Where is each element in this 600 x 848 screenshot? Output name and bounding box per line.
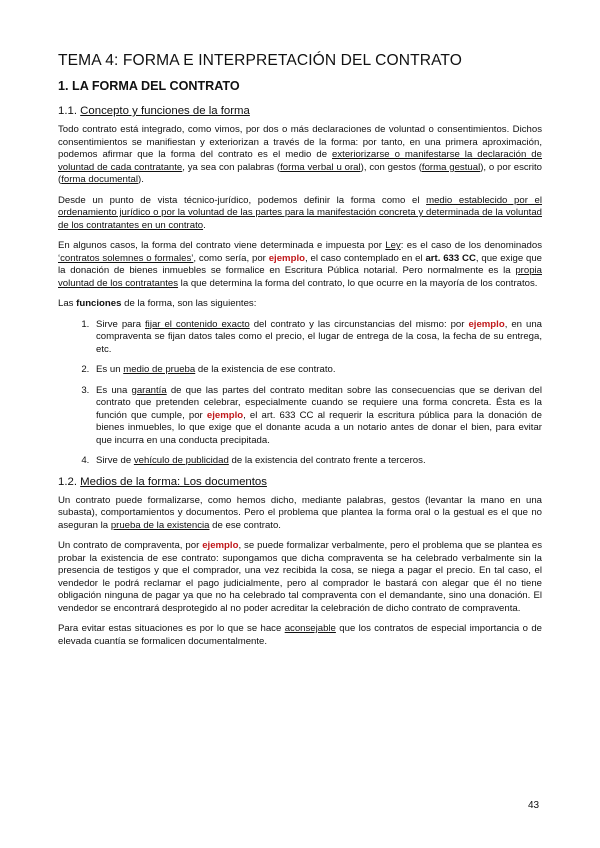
example-highlight: ejemplo xyxy=(202,540,239,551)
underlined-text: propia voluntad de los contratantes xyxy=(58,265,542,289)
text-run: de la forma, son las siguientes: xyxy=(121,298,257,309)
underlined-text: fijar el contenido exacto xyxy=(145,318,250,330)
underlined-text: prueba de la existencia xyxy=(110,519,210,531)
text-run: Es un xyxy=(96,364,124,375)
example-highlight: ejemplo xyxy=(268,252,305,264)
underlined-text: forma gestual xyxy=(421,161,481,173)
bold-text: funciones xyxy=(76,298,122,309)
text-run: de la existencia de ese contrato. xyxy=(195,364,336,375)
underlined-text: medio establecido por el ordenamiento jurídico o por la voluntad de las partes para la manifestación concreta y determinada de la voluntad de los contratantes en un contrato xyxy=(58,194,542,231)
document-page xyxy=(58,52,542,656)
subsection-number: 1.1. xyxy=(58,105,77,117)
text-run: Un contrato puede formalizarse, como hemos dicho, mediante palabras, gestos (levantar la mano en una subasta), comportamientos y documentos. Pero el problema que plantea la forma oral o la gestual es el que no aseguran la xyxy=(58,494,542,531)
text-run: , ya sea con palabras ( xyxy=(182,161,281,173)
text-run: , como sería, por xyxy=(193,252,269,264)
subsection-heading xyxy=(58,476,542,488)
text-run: de la existencia del contrato frente a terceros. xyxy=(228,455,426,466)
chapter-title: TEMA 4: FORMA E INTERPRETACIÓN DEL CONTRATO xyxy=(58,52,463,69)
paragraph xyxy=(58,495,542,533)
list-item xyxy=(92,364,542,377)
subsection-number: 1.2. xyxy=(58,475,77,488)
paragraph xyxy=(58,195,542,233)
text-run: , se puede formalizar verbalmente, pero el problema que se plantea es probar la existencia de ese contrato: supongamos que dicha compraventa se ha celebrado verbalmente sin la presencia de testigos y que el comprador, una vez recibida la cosa, se niega a pagar el precio. En tal caso, el vendedor le podrá reclamar el pago judicialmente, pero al comprador le bastará con alegar que él no tiene obligación ninguna de pagar ya que no ha celebrado tal compraventa con el demandante, sino una donación. El vendedor se encontrará desprotegido al no poder acreditar la celebración de dicho contrato de compraventa. xyxy=(58,540,543,614)
text-run: , que exige que la donación de bienes inmuebles se formalice en Escritura Pública notarial. Pero normalmente es la xyxy=(58,252,542,276)
paragraph xyxy=(58,298,542,311)
text-run: ), con gestos ( xyxy=(360,161,422,173)
underlined-text: aconsejable xyxy=(284,623,336,634)
underlined-text: forma verbal u oral xyxy=(280,161,361,173)
page-number: 43 xyxy=(528,800,540,811)
subsection-title: Medios de la forma: Los documentos xyxy=(80,475,267,488)
underlined-text: forma documental xyxy=(61,174,138,185)
text-run: Sirve para xyxy=(96,318,146,330)
text-run: Para evitar estas situaciones es por lo que se hace xyxy=(58,623,285,634)
text-run: Desde un punto de vista técnico-jurídico, podemos definir la forma como el xyxy=(58,194,427,206)
text-run: la que determina la forma del contrato, lo que ocurre en la mayoría de los contratos. xyxy=(178,277,538,289)
section-heading: 1. LA FORMA DEL CONTRATO xyxy=(58,79,240,93)
text-run: Es una xyxy=(96,384,132,396)
text-run: , en una compraventa se fijan datos tales como el precio, el lugar de entrega de la cosa, la fecha de su entrega, etc. xyxy=(96,318,542,355)
underlined-text: Ley xyxy=(385,240,401,251)
bold-text: art. 633 CC xyxy=(425,252,476,264)
paragraph xyxy=(58,124,542,187)
text-run: . xyxy=(203,219,206,231)
text-run: de ese contrato. xyxy=(209,519,281,531)
underlined-text: vehículo de publicidad xyxy=(133,455,229,466)
list-item xyxy=(92,455,542,468)
text-run: del contrato y las circunstancias del mismo: por xyxy=(249,318,469,330)
example-highlight: ejemplo xyxy=(468,318,505,330)
paragraph xyxy=(58,240,542,290)
underlined-text: medio de prueba xyxy=(123,364,196,375)
list-item xyxy=(92,385,542,448)
underlined-text: garantía xyxy=(131,384,167,396)
functions-list xyxy=(58,319,542,468)
text-run: Un contrato de compraventa, por xyxy=(58,540,203,551)
text-run: Las xyxy=(58,298,77,309)
underlined-text: exteriorizarse o manifestarse la declaración de voluntad de cada contratante xyxy=(58,149,542,173)
text-run: , el caso contemplado en el xyxy=(304,252,426,264)
paragraph xyxy=(58,540,542,615)
text-run: ). xyxy=(138,174,144,185)
text-run: Sirve de xyxy=(96,455,134,466)
text-run: de que las partes del contrato meditan sobre las consecuencias que se derivan del contrato que pretenden celebrar, especialmente cuando se requiere una forma concreta. Ésta es la función que cumple, por xyxy=(96,384,542,421)
underlined-text: ‘contratos solemnes o formales’ xyxy=(58,252,194,264)
text-run: En algunos casos, la forma del contrato viene determinada e impuesta por xyxy=(58,240,386,251)
paragraph xyxy=(58,623,542,648)
text-run: ), o por escrito ( xyxy=(58,161,543,185)
example-highlight: ejemplo xyxy=(206,409,244,421)
text-run: : es el caso de los denominados xyxy=(400,240,542,251)
list-item xyxy=(92,319,542,357)
subsection-title: Concepto y funciones de la forma xyxy=(80,105,250,117)
text-run: Todo contrato está integrado, como vimos, por dos o más declaraciones de voluntad o consentimientos. Dichos consentimientos se manifiestan y exteriorizan a través de la forma: por tanto, en una primera aproximación, podemos afirmar que la forma del contrato es el medio de xyxy=(58,124,542,160)
subsection-heading xyxy=(58,105,542,117)
text-run: que los contratos de especial importancia o de elevada cuantía se formalicen documentalmente. xyxy=(58,623,542,647)
text-run: , el art. 633 CC al requerir la escritura pública para la donación de bienes inmuebles, lo que exige que el donante acuda a un notario antes de donar el bien, para evitar que incurra en una conducta precipitada. xyxy=(96,409,542,446)
